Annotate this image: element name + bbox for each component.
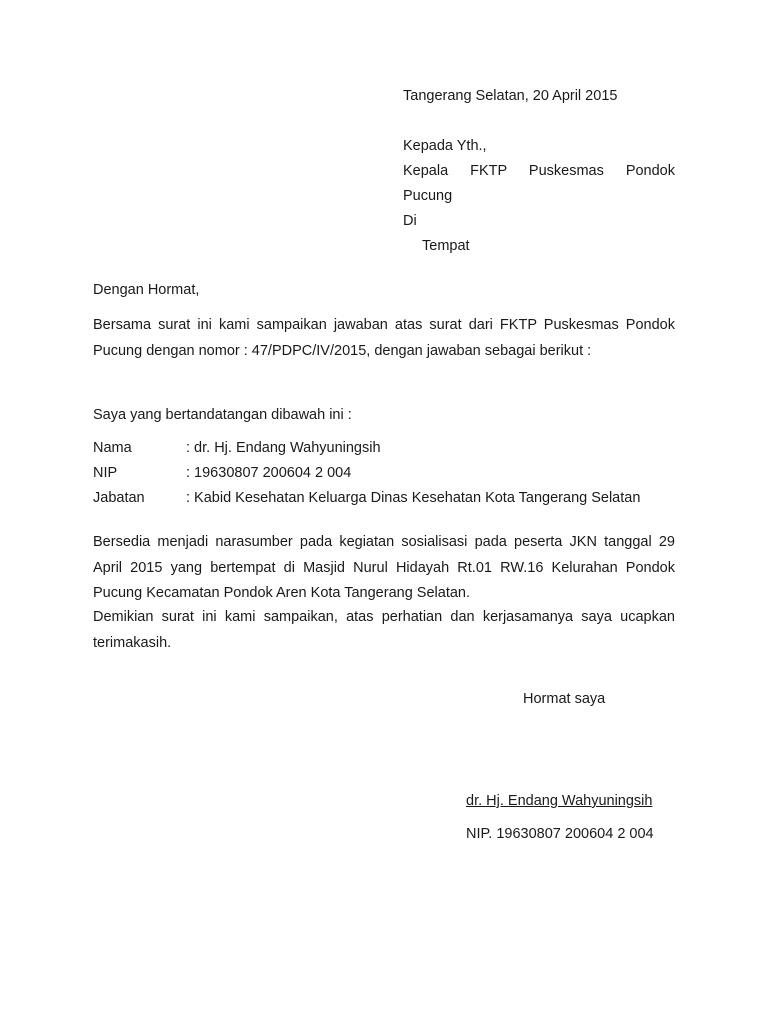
nip-value: : 19630807 200604 2 004 xyxy=(186,465,352,481)
closing-paragraph: Demikian surat ini kami sampaikan, atas perhatian dan kerjasamanya saya ucapkan terimakasih. xyxy=(93,609,675,651)
signoff: Hormat saya xyxy=(523,691,606,707)
signatory-intro: Saya yang bertandatangan dibawah ini : xyxy=(93,407,352,423)
addressee-salutation: Kepada Yth., xyxy=(403,138,487,154)
nama-label: Nama xyxy=(93,440,132,456)
detail-row-jabatan xyxy=(93,488,693,510)
body-paragraph: Bersedia menjadi narasumber pada kegiatan sosialisasi pada peserta JKN tanggal 29 April 2015 yang bertempat di Masjid Nurul Hidayah Rt.01 RW.16 Kelurahan Pondok Pucung Kecamatan Pondok Aren Kota Tangerang Selatan. xyxy=(93,534,675,601)
jabatan-label: Jabatan xyxy=(93,490,145,506)
greeting: Dengan Hormat, xyxy=(93,282,200,298)
place-date: Tangerang Selatan, 20 April 2015 xyxy=(403,88,618,104)
nip-label: NIP xyxy=(93,465,118,481)
addressee-line2: Pucung xyxy=(403,188,453,204)
detail-row-nip xyxy=(93,463,693,485)
addressee-tempat: Tempat xyxy=(422,238,470,254)
addressee-line1: Kepala FKTP Puskesmas Pondok xyxy=(403,163,675,179)
signer-nip: NIP. 19630807 200604 2 004 xyxy=(466,826,654,842)
intro-paragraph: Bersama surat ini kami sampaikan jawaban atas surat dari FKTP Puskesmas Pondok Pucung dengan nomor : 47/PDPC/IV/2015, dengan jawaban sebagai berikut : xyxy=(93,317,675,359)
nama-value: : dr. Hj. Endang Wahyuningsih xyxy=(186,440,381,456)
jabatan-value: : Kabid Kesehatan Keluarga Dinas Kesehatan Kota Tangerang Selatan xyxy=(186,490,641,506)
signer-name: dr. Hj. Endang Wahyuningsih xyxy=(466,793,653,809)
addressee-di: Di xyxy=(403,213,417,229)
detail-row-nama xyxy=(93,438,693,460)
